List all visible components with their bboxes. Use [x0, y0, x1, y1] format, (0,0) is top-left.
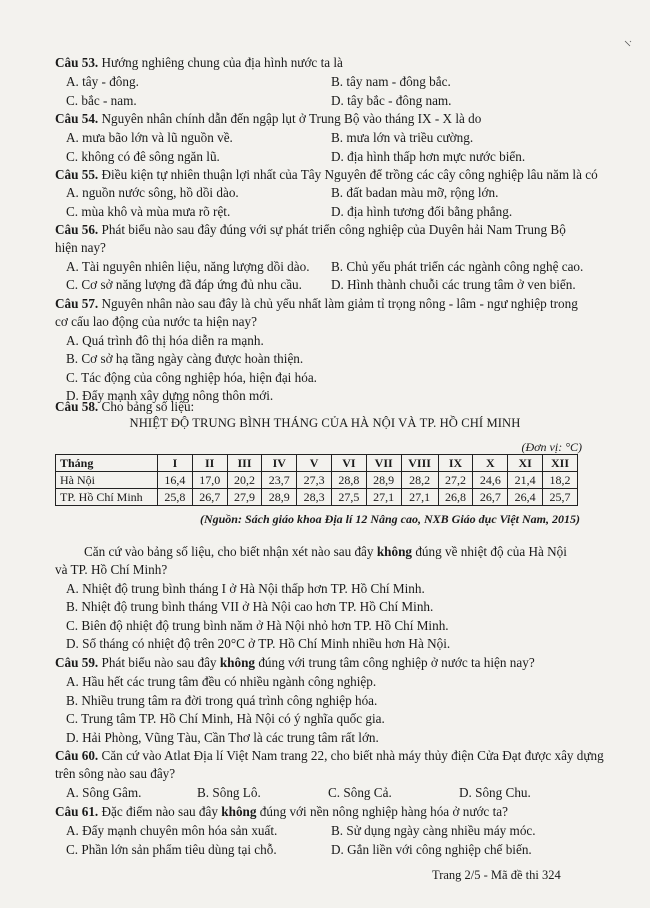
table-cell: 26,4 — [508, 489, 543, 506]
header-cell: V — [297, 455, 332, 472]
table-cell: 26,7 — [473, 489, 508, 506]
table-cell: 28,9 — [262, 489, 297, 506]
question-56 — [55, 221, 566, 238]
question-58-prompt — [84, 543, 567, 560]
table-cell: 23,7 — [262, 472, 297, 489]
question-text: Phát biểu nào sau đây — [101, 655, 220, 670]
question-54 — [55, 110, 481, 127]
option-a[interactable]: A. nguồn nước sông, hồ dồi dào. — [66, 185, 239, 200]
table-cell: 27,9 — [227, 489, 262, 506]
option-b[interactable]: B. Nhiều trung tâm ra đời trong quá trình công nghiệp hóa. — [66, 693, 378, 708]
option-c[interactable]: C. Trung tâm TP. Hồ Chí Minh, Hà Nội có ý nghĩa quốc gia. — [66, 711, 385, 726]
option-c[interactable]: C. Cơ sở năng lượng đã đáp ứng đủ nhu cầu. — [66, 277, 302, 292]
table-unit: (Đơn vị: °C) — [521, 440, 582, 454]
question-text: Căn cứ vào Atlat Địa lí Việt Nam trang 22, cho biết nhà máy thủy điện Cửa Đạt được xây dựng — [101, 748, 604, 763]
table-cell: 27,3 — [297, 472, 332, 489]
question-61 — [55, 803, 508, 820]
question-text-cont: và TP. Hồ Chí Minh? — [55, 562, 168, 577]
option-d[interactable]: D. Sông Chu. — [459, 785, 531, 800]
question-label: Câu 54. — [55, 111, 99, 126]
option-a[interactable]: A. Sông Gâm. — [66, 785, 142, 800]
table-cell: TP. Hồ Chí Minh — [56, 489, 158, 506]
option-c[interactable]: C. Tác động của công nghiệp hóa, hiện đại hóa. — [66, 370, 317, 385]
header-cell: VI — [331, 455, 366, 472]
header-cell: VIII — [401, 455, 438, 472]
question-text-cont: cơ cấu lao động của nước ta hiện nay? — [55, 314, 257, 329]
prompt-emphasis: không — [376, 544, 413, 559]
option-c[interactable]: C. Biên độ nhiệt độ trung bình năm ở Hà Nội nhỏ hơn TP. Hồ Chí Minh. — [66, 618, 449, 633]
option-a[interactable]: A. tây - đông. — [66, 74, 139, 89]
question-text: Cho bảng số liệu: — [101, 399, 195, 414]
question-58 — [55, 398, 194, 415]
question-label: Câu 60. — [55, 748, 99, 763]
option-c[interactable]: C. Phần lớn sản phẩm tiêu dùng tại chỗ. — [66, 842, 277, 857]
temperature-table — [55, 454, 578, 506]
question-text-cont: trên sông nào sau đây? — [55, 766, 176, 781]
table-cell: 18,2 — [543, 472, 578, 489]
table-cell: 28,2 — [401, 472, 438, 489]
question-59 — [55, 654, 535, 671]
option-b[interactable]: B. Sử dụng ngày càng nhiều máy móc. — [331, 823, 536, 838]
option-a[interactable]: A. mưa bão lớn và lũ nguồn về. — [66, 130, 233, 145]
option-d[interactable]: D. Đẩy mạnh xây dựng nông thôn mới. — [66, 388, 274, 403]
question-label: Câu 55. — [55, 167, 99, 182]
question-text: Điều kiện tự nhiên thuận lợi nhất của Tây Nguyên để trồng các cây công nghiệp lâu năm là có — [101, 167, 598, 182]
option-c[interactable]: C. mùa khô và mùa mưa rõ rệt. — [66, 204, 231, 219]
question-label: Câu 57. — [55, 296, 99, 311]
option-c[interactable]: C. Sông Cả. — [328, 785, 392, 800]
option-b[interactable]: B. Nhiệt độ trung bình tháng VII ở Hà Nội cao hơn TP. Hồ Chí Minh. — [66, 599, 434, 614]
header-cell: IX — [438, 455, 473, 472]
question-label: Câu 53. — [55, 55, 99, 70]
table-cell: 28,3 — [297, 489, 332, 506]
page-footer: Trang 2/5 - Mã đề thi 324 — [432, 868, 561, 882]
option-a[interactable]: A. Tài nguyên nhiên liệu, năng lượng dồi dào. — [66, 259, 310, 274]
table-row — [56, 472, 578, 489]
question-text: Hướng nghiêng chung của địa hình nước ta là — [101, 55, 343, 70]
header-cell: I — [158, 455, 193, 472]
question-label: Câu 61. — [55, 804, 99, 819]
option-d[interactable]: D. Gắn liền với công nghiệp chế biến. — [331, 842, 532, 857]
table-cell: 28,9 — [366, 472, 401, 489]
option-d[interactable]: D. địa hình thấp hơn mực nước biển. — [331, 149, 526, 164]
option-d[interactable]: D. tây bắc - đông nam. — [331, 93, 452, 108]
option-a[interactable]: A. Nhiệt độ trung bình tháng I ở Hà Nội thấp hơn TP. Hồ Chí Minh. — [66, 581, 425, 596]
table-cell: 24,6 — [473, 472, 508, 489]
table-cell: 27,1 — [366, 489, 401, 506]
table-cell: 16,4 — [158, 472, 193, 489]
option-b[interactable]: B. mưa lớn và triều cường. — [331, 130, 474, 145]
table-cell: 27,5 — [331, 489, 366, 506]
scan-mark-icon — [624, 40, 632, 48]
table-row — [56, 489, 578, 506]
header-cell: XII — [543, 455, 578, 472]
option-c[interactable]: C. bắc - nam. — [66, 93, 137, 108]
table-cell: 26,7 — [192, 489, 227, 506]
table-source: (Nguồn: Sách giáo khoa Địa lí 12 Nâng cao, NXB Giáo dục Việt Nam, 2015) — [199, 512, 580, 526]
table-cell: 25,7 — [543, 489, 578, 506]
question-label: Câu 58. — [55, 399, 99, 414]
option-b[interactable]: B. tây nam - đông bắc. — [331, 74, 451, 89]
question-text: Phát biểu nào sau đây đúng với sự phát triển công nghiệp của Duyên hải Nam Trung Bộ — [101, 222, 566, 237]
option-b[interactable]: B. đất badan màu mỡ, rộng lớn. — [331, 185, 499, 200]
header-cell: Tháng — [56, 455, 158, 472]
option-a[interactable]: A. Hầu hết các trung tâm đều có nhiều ngành công nghiệp. — [66, 674, 377, 689]
option-b[interactable]: B. Cơ sở hạ tầng ngày càng được hoàn thiện. — [66, 351, 304, 366]
header-cell: III — [227, 455, 262, 472]
question-text: Nguyên nhân chính dẫn đến ngập lụt ở Trung Bộ vào tháng IX - X là do — [101, 111, 482, 126]
option-b[interactable]: B. Sông Lô. — [197, 785, 261, 800]
header-cell: IV — [262, 455, 297, 472]
question-text: đúng với trung tâm công nghiệp ở nước ta hiện nay? — [255, 655, 535, 670]
option-c[interactable]: C. không có đê sông ngăn lũ. — [66, 149, 220, 164]
question-label: Câu 59. — [55, 655, 99, 670]
header-cell: VII — [366, 455, 401, 472]
table-cell: 20,2 — [227, 472, 262, 489]
option-d[interactable]: D. Số tháng có nhiệt độ trên 20°C ở TP. Hồ Chí Minh nhiều hơn Hà Nội. — [66, 636, 451, 651]
header-cell: XI — [508, 455, 543, 472]
table-cell: 27,1 — [401, 489, 438, 506]
table-cell: 25,8 — [158, 489, 193, 506]
prompt-text: đúng về nhiệt độ của Hà Nội — [412, 544, 567, 559]
table-title: NHIỆT ĐỘ TRUNG BÌNH THÁNG CỦA HÀ NỘI VÀ TP. HỒ CHÍ MINH — [129, 416, 521, 430]
table-cell: 26,8 — [438, 489, 473, 506]
question-57 — [55, 295, 578, 312]
question-text-cont: hiện nay? — [55, 240, 106, 255]
table-cell: 21,4 — [508, 472, 543, 489]
table-cell: 28,8 — [331, 472, 366, 489]
option-b[interactable]: B. Chủ yếu phát triển các ngành công nghệ cao. — [331, 259, 584, 274]
question-60 — [55, 747, 604, 764]
option-d[interactable]: D. Hình thành chuỗi các trung tâm ở ven biển. — [331, 277, 576, 292]
option-d[interactable]: D. địa hình tương đối bằng phẳng. — [331, 204, 513, 219]
question-text: đúng với nền nông nghiệp hàng hóa ở nước ta? — [256, 804, 508, 819]
option-d[interactable]: D. Hải Phòng, Vũng Tàu, Cần Thơ là các trung tâm rất lớn. — [66, 730, 379, 745]
question-text: Đặc điểm nào sau đây — [101, 804, 222, 819]
question-emphasis: không — [221, 804, 257, 819]
question-text: Nguyên nhân nào sau đây là chủ yếu nhất làm giảm tỉ trọng nông - lâm - ngư nghiệp trong — [101, 296, 578, 311]
header-cell: X — [473, 455, 508, 472]
table-cell: Hà Nội — [56, 472, 158, 489]
table-cell: 27,2 — [438, 472, 473, 489]
option-a[interactable]: A. Quá trình đô thị hóa diễn ra mạnh. — [66, 333, 264, 348]
question-53 — [55, 54, 343, 71]
question-label: Câu 56. — [55, 222, 99, 237]
header-cell: II — [192, 455, 227, 472]
prompt-text: Căn cứ vào bảng số liệu, cho biết nhận xét nào sau đây — [84, 544, 377, 559]
option-a[interactable]: A. Đẩy mạnh chuyên môn hóa sản xuất. — [66, 823, 278, 838]
question-emphasis: không — [219, 655, 256, 670]
table-cell: 17,0 — [192, 472, 227, 489]
table-header-row — [56, 455, 578, 472]
question-55 — [55, 166, 598, 183]
